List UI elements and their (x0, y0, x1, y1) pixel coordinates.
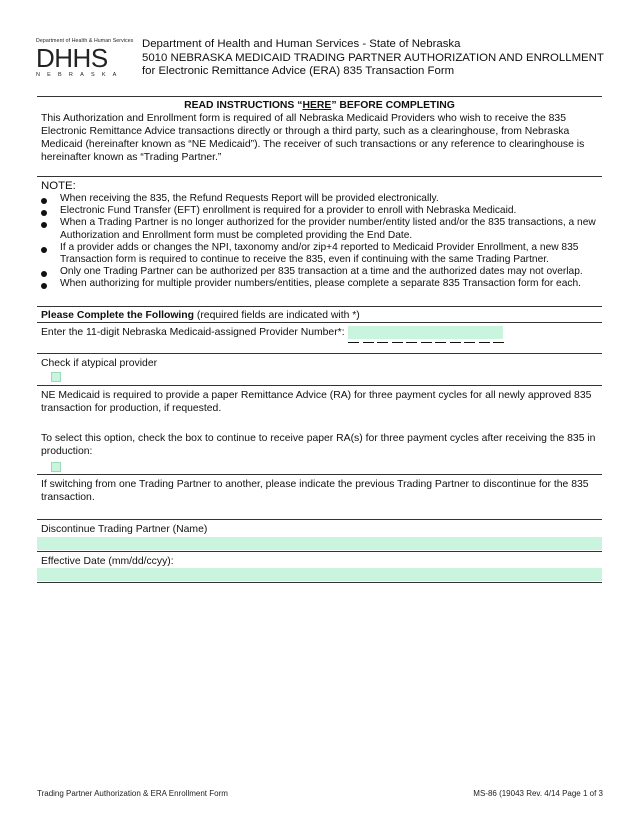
bullet-icon (41, 198, 47, 204)
note-item-text: When a Trading Partner is no longer authorized for the provider number/entity listed and/or the 835 transactions, a new Authorization and Enrollment form must be completed providing the End Date. (60, 217, 596, 241)
atypical-provider-checkbox[interactable] (51, 372, 61, 382)
digit-slot (348, 337, 359, 343)
divider (37, 582, 602, 583)
section-hint: (required fields are indicated with *) (194, 310, 360, 321)
note-item (41, 217, 606, 241)
note-item-text: Electronic Fund Transfer (EFT) enrollment is required for a provider to enroll with Nebraska Medicaid. (60, 205, 517, 217)
divider (37, 353, 602, 354)
ra-option-text: To select this option, check the box to continue to receive paper RA(s) for three payment cycles after receiving the 835 in production: (41, 433, 596, 458)
paper-ra-checkbox[interactable] (51, 462, 61, 472)
note-item-text: When receiving the 835, the Refund Requests Report will be provided electronically. (60, 193, 439, 204)
digit-slot (464, 337, 475, 343)
bullet-icon (41, 210, 47, 216)
digit-slot (479, 337, 490, 343)
logo-department-text: Department of Health & Human Services (36, 38, 134, 44)
ra-requirement-text: NE Medicaid is required to provide a paper Remittance Advice (RA) for three payment cycles for all newly approved 835 transaction for production, if requested. (41, 390, 592, 415)
digit-slot (377, 337, 388, 343)
discontinue-partner-input[interactable] (37, 537, 602, 550)
note-item (41, 242, 606, 266)
divider (37, 306, 602, 307)
header-line-3: for Electronic Remittance Advice (ERA) 835 Transaction Form (142, 65, 455, 78)
dhhs-logo (36, 38, 134, 84)
section-title: Please Complete the Following (41, 310, 194, 321)
divider (37, 96, 602, 97)
footer-form-number: MS-86 (19043 Rev. 4/14 Page 1 of 3 (473, 789, 603, 798)
switch-partner-text: If switching from one Trading Partner to another, please indicate the previous Trading Partner to discontinue for the 835 transaction. (41, 479, 589, 504)
instructions-title-post: ” BEFORE COMPLETING (331, 100, 455, 111)
bullet-icon (41, 247, 47, 253)
digit-slot (363, 337, 374, 343)
bullet-icon (41, 283, 47, 289)
note-item (41, 205, 606, 217)
note-item (41, 278, 606, 290)
digit-slot (450, 337, 461, 343)
note-item-text: When authorizing for multiple provider numbers/entities, please complete a separate 835 Transaction form for each. (60, 278, 581, 290)
discontinue-partner-label: Discontinue Trading Partner (Name) (41, 524, 208, 535)
provider-number-label: Enter the 11-digit Nebraska Medicaid-assigned Provider Number*: (41, 327, 345, 338)
note-title: NOTE: (41, 180, 76, 192)
divider (37, 474, 602, 475)
header-line-2: 5010 NEBRASKA MEDICAID TRADING PARTNER AUTHORIZATION AND ENROLLMENT (142, 51, 604, 64)
divider (37, 519, 602, 520)
digit-slot (421, 337, 432, 343)
digit-slot (406, 337, 417, 343)
effective-date-input[interactable] (37, 568, 602, 581)
form-header (142, 38, 604, 79)
divider (37, 385, 602, 386)
provider-number-digit-slots (348, 337, 508, 343)
section-heading (41, 309, 601, 322)
atypical-label: Check if atypical provider (41, 358, 158, 369)
footer-form-title: Trading Partner Authorization & ERA Enrollment Form (37, 789, 228, 798)
header-line-1: Department of Health and Human Services - State of Nebraska (142, 38, 461, 50)
instructions-here-link[interactable]: HERE (302, 100, 332, 111)
effective-date-label: Effective Date (mm/dd/ccyy): (41, 556, 174, 567)
bullet-icon (41, 271, 47, 277)
logo-abbr: DHHS (36, 43, 108, 73)
note-item (41, 266, 606, 278)
digit-slot (435, 337, 446, 343)
note-list (41, 193, 606, 291)
digit-slot (493, 337, 504, 343)
digit-slot (392, 337, 403, 343)
note-item-text: If a provider adds or changes the NPI, taxonomy and/or zip+4 reported to Medicaid Provider Enrollment, a new 835 Transaction form is required to continue to receive the 835, even if continuing with the same Trading Partner. (60, 241, 579, 266)
divider (37, 176, 602, 177)
instructions-title-pre: READ INSTRUCTIONS “ (184, 100, 303, 111)
note-item-text: Only one Trading Partner can be authorized per 835 transaction at a time and the authorized dates may not overlap. (60, 266, 583, 278)
divider (37, 551, 602, 552)
logo-state: NEBRASKA (36, 72, 124, 78)
divider (37, 322, 602, 323)
bullet-icon (41, 222, 47, 228)
note-item (41, 193, 606, 205)
instructions-body: This Authorization and Enrollment form is required of all Nebraska Medicaid Providers who wish to receive the 835 Electronic Remittance Advice transactions directly or through a third party, such as a clearinghouse, from Nebraska Medicaid (hereinafter known as “NE Medicaid”). The receiver of such transactions or any reference to clearinghouse is hereinafter known as “Trading Partner.” (41, 113, 585, 164)
instructions-title (37, 100, 602, 111)
